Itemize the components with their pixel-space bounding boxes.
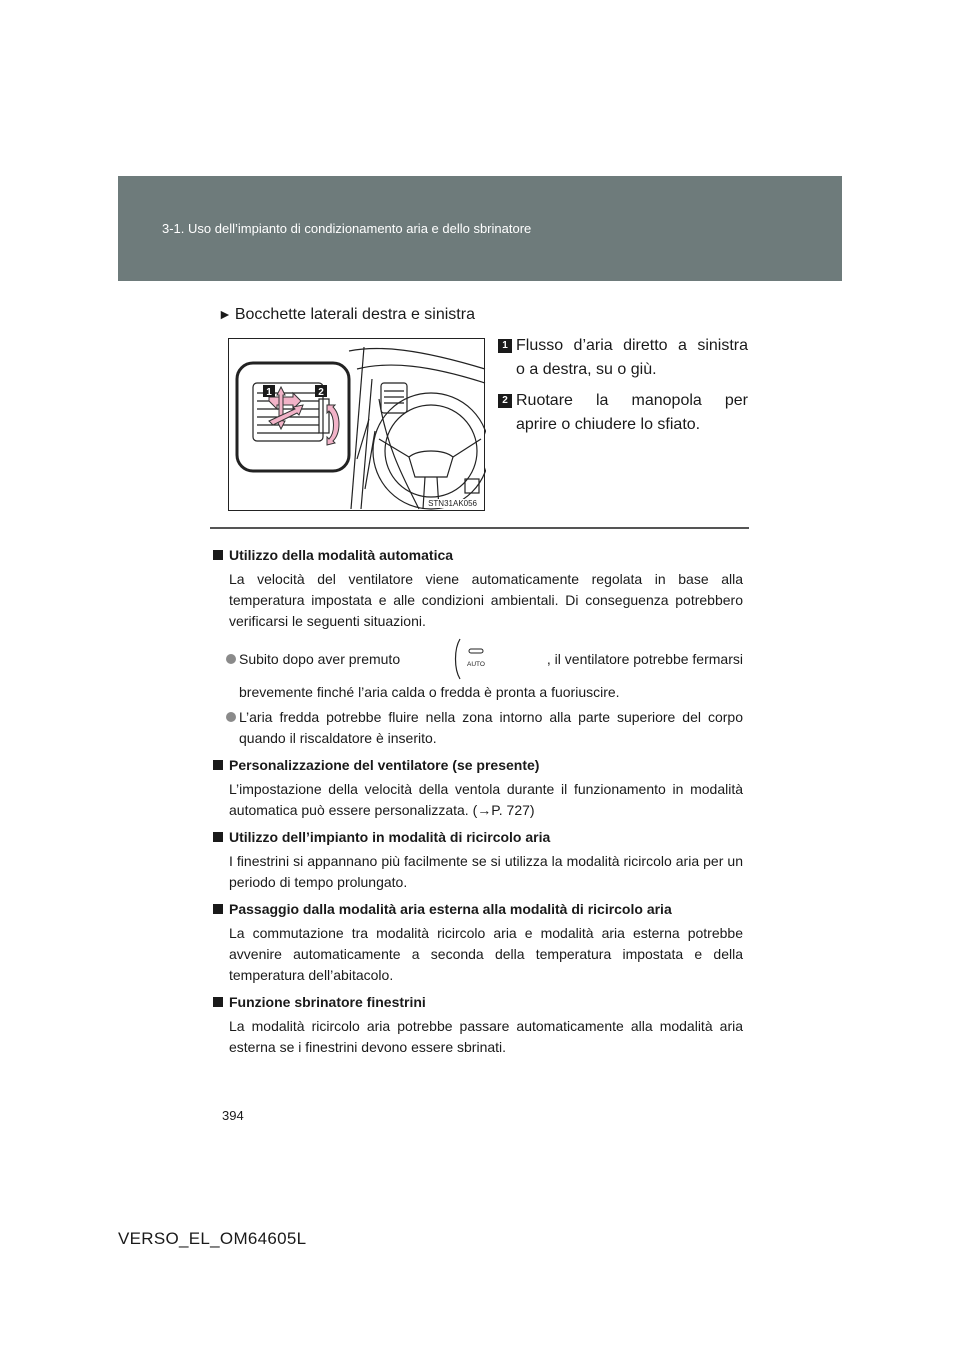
square-bullet-icon — [213, 550, 223, 560]
bullet-text-after: , il ventilatore potrebbe fermarsi — [546, 650, 743, 667]
figure-badge-1: 1 — [266, 387, 272, 398]
callout-item — [498, 389, 748, 437]
bullet-line-with-icon — [239, 636, 743, 682]
section-text: I finestrini si appannano più facilmente se si utilizza la modalità ricircolo aria per un periodo di tempo prolungato. — [229, 853, 743, 890]
square-bullet-icon — [213, 904, 223, 914]
callout-badge: 2 — [498, 394, 512, 408]
auto-button-icon — [452, 637, 496, 681]
callout-badge: 1 — [498, 339, 512, 353]
dashboard-vent-drawing — [229, 339, 486, 512]
section-text: La velocità del ventilatore viene automaticamente regolata in base alla temperatura impostata e alle condizioni ambientali. Di conseguenza potrebbero verificarsi le seguenti situazioni. — [229, 571, 743, 629]
callout-list — [498, 334, 748, 444]
circle-bullet-icon — [226, 712, 236, 722]
chapter-header — [118, 176, 842, 281]
section-title-defrost — [213, 993, 743, 1012]
section-fan-custom — [213, 756, 743, 821]
section-switch — [213, 900, 743, 986]
callout-text-line2: aprire o chiudere lo sfiato. — [516, 416, 701, 433]
bullet-text-before: Subito dopo aver premuto — [239, 650, 401, 667]
square-bullet-icon — [213, 832, 223, 842]
section-text: La modalità ricircolo aria potrebbe passare automaticamente alla modalità aria esterna se i finestrini devono essere sbrinati. — [229, 1018, 743, 1055]
section-defrost — [213, 993, 743, 1058]
section-heading: Passaggio dalla modalità aria esterna alla modalità di ricircolo aria — [229, 901, 672, 917]
bullet-item — [213, 636, 743, 703]
section-heading: Personalizzazione del ventilatore (se presente) — [229, 757, 540, 773]
section-recirc — [213, 828, 743, 893]
bullet-item — [213, 707, 743, 749]
bullet-text: L’aria fredda potrebbe fluire nella zona intorno alla parte superiore del corpo quando il riscaldatore è inserito. — [239, 709, 743, 746]
figure-code: STN31AK056 — [428, 499, 477, 508]
square-bullet-icon — [213, 997, 223, 1007]
section-title-switch — [213, 900, 743, 919]
triangle-marker-icon: ► — [218, 306, 232, 322]
callout-text-line1: Ruotare la manopola per — [516, 392, 748, 409]
circle-bullet-icon — [226, 654, 236, 664]
document-code: VERSO_EL_OM64605L — [118, 1229, 307, 1248]
subheading — [218, 306, 475, 324]
bullet-text-continued: brevemente finché l’aria calda o fredda è pronta a fuoriuscire. — [239, 684, 620, 700]
section-heading: Utilizzo dell’impianto in modalità di ricircolo aria — [229, 829, 551, 845]
section-title-recirc — [213, 828, 743, 847]
section-text: L’impostazione della velocità della ventola durante il funzionamento in modalità automatica può essere personalizzata. (→P. 727) — [229, 781, 743, 818]
section-auto-mode — [213, 546, 743, 749]
divider — [210, 527, 749, 529]
section-title: 3-1. Uso dell’impianto di condizionamento aria e dello sbrinatore — [162, 221, 532, 236]
callout-item — [498, 334, 748, 382]
auto-icon-label: AUTO — [466, 661, 485, 668]
callout-text-line2: o a destra, su o giù. — [516, 361, 657, 378]
section-title-auto-mode — [213, 546, 743, 565]
vent-illustration — [228, 338, 485, 511]
section-heading: Utilizzo della modalità automatica — [229, 547, 454, 563]
subheading-text: Bocchette laterali destra e sinistra — [234, 306, 475, 323]
section-title-fan-custom — [213, 756, 743, 775]
page-number: 394 — [222, 1108, 244, 1123]
notes-content — [213, 546, 743, 1065]
square-bullet-icon — [213, 760, 223, 770]
callout-text-line1: Flusso d’aria diretto a sinistra — [516, 337, 748, 354]
section-text: La commutazione tra modalità ricircolo aria e modalità aria esterna potrebbe avvenire automaticamente a seconda della temperatura impostata e della temperatura dell’abitacolo. — [229, 925, 743, 983]
figure-badge-2: 2 — [318, 387, 324, 398]
section-heading: Funzione sbrinatore finestrini — [229, 994, 426, 1010]
